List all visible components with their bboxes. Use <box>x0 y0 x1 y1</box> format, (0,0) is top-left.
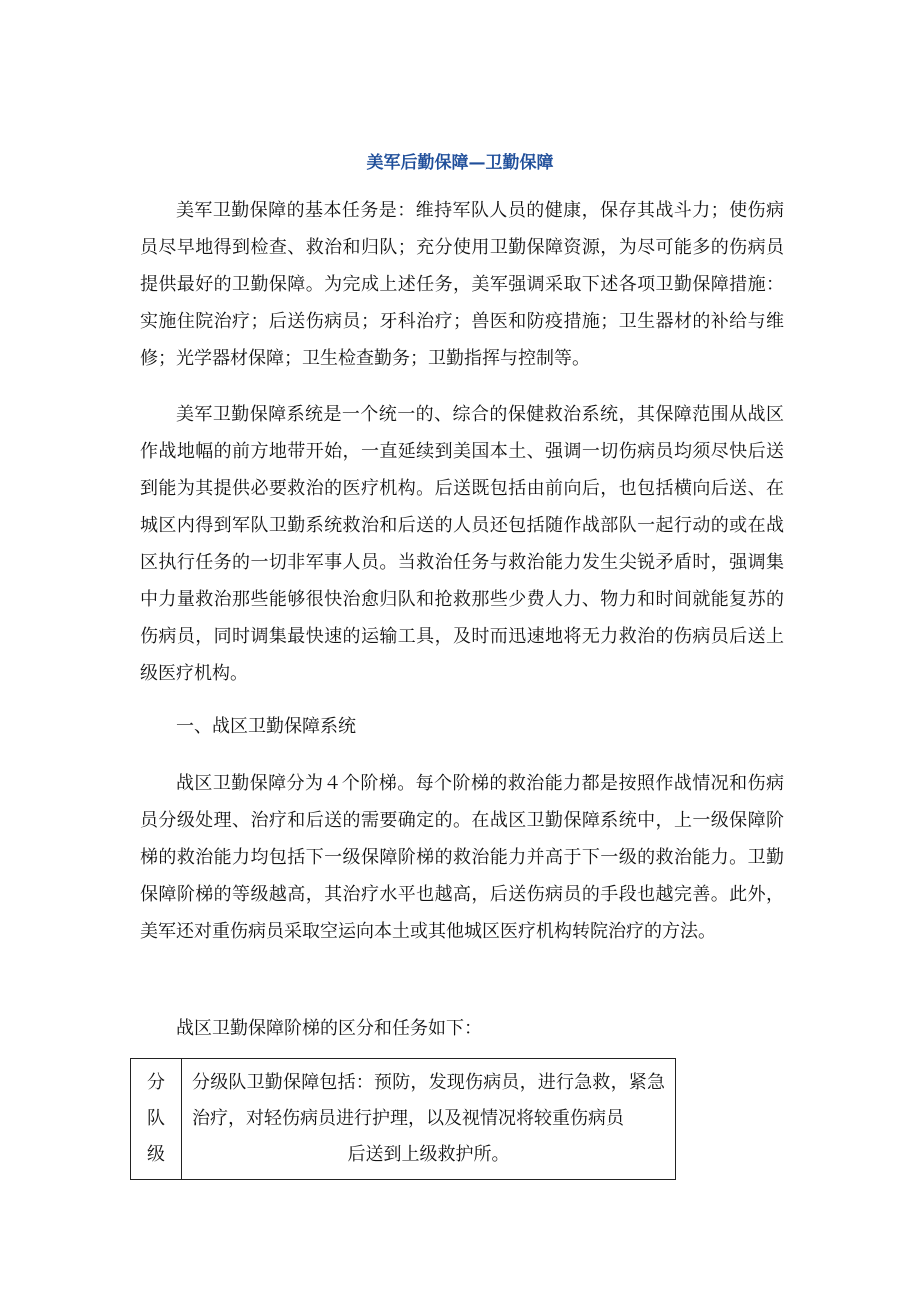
table-row <box>131 1059 676 1180</box>
section-heading: 一、战区卫勤保障系统 <box>176 716 356 737</box>
echelon-description-last-line: 后送到上级救护所。 <box>347 1144 510 1165</box>
document-title: 美军后勤保障—卫勤保障 <box>366 153 554 173</box>
paragraph-system-overview: 美军卫勤保障系统是一个统一的、综合的保健救治系统，其保障范围从战区作战地幅的前方地带开始，一直延续到美国本土、强调一切伤病员均须尽快后送到能为其提供必要救治的医疗机构。后送既包括由前向后，也包括横向后送、在城区内得到军队卫勤系统救治和后送的人员还包括随作战部队一起行动的或在战区执行任务的一切非军事人员。当救治任务与救治能力发生尖锐矛盾时，强调集中力量救治那些能够很快治愈归队和抢救那些少费人力、物力和时间就能复苏的伤病员，同时调集最快速的运输工具，及时而迅速地将无力救治的伤病员后送上级医疗机构。 <box>140 404 784 684</box>
paragraph-basic-tasks: 美军卫勤保障的基本任务是：维持军队人员的健康，保存其战斗力；使伤病员尽早地得到检查、救治和归队；充分使用卫勤保障资源，为尽可能多的伤病员提供最好的卫勤保障。为完成上述任务，美军强调采取下述各项卫勤保障措施：实施住院治疗；后送伤病员；牙科治疗；兽医和防疫措施；卫生器材的补给与维修；光学器材保障；卫生检查勤务；卫勤指挥与控制等。 <box>140 200 784 369</box>
echelon-table <box>130 1058 676 1180</box>
paragraph-theater-echelons: 战区卫勤保障分为４个阶梯。每个阶梯的救治能力都是按照作战情况和伤病员分级处理、治疗和后送的需要确定的。在战区卫勤保障系统中，上一级保障阶梯的救治能力均包括下一级保障阶梯的救治能力并高于下一级的救治能力。卫勤保障阶梯的等级越高，其治疗水平也越高，后送伤病员的手段也越完善。此外，美军还对重伤病员采取空运向本土或其他城区医疗机构转院治疗的方法。 <box>140 773 784 942</box>
echelon-description-text: 分级队卫勤保障包括：预防，发现伤病员，进行急救，紧急治疗，对轻伤病员进行护理，以及视情况将较重伤病员 <box>192 1072 665 1129</box>
table-intro: 战区卫勤保障阶梯的区分和任务如下： <box>176 1018 482 1039</box>
echelon-description-cell <box>182 1059 676 1180</box>
echelon-level-cell: 分队级 <box>131 1059 182 1180</box>
